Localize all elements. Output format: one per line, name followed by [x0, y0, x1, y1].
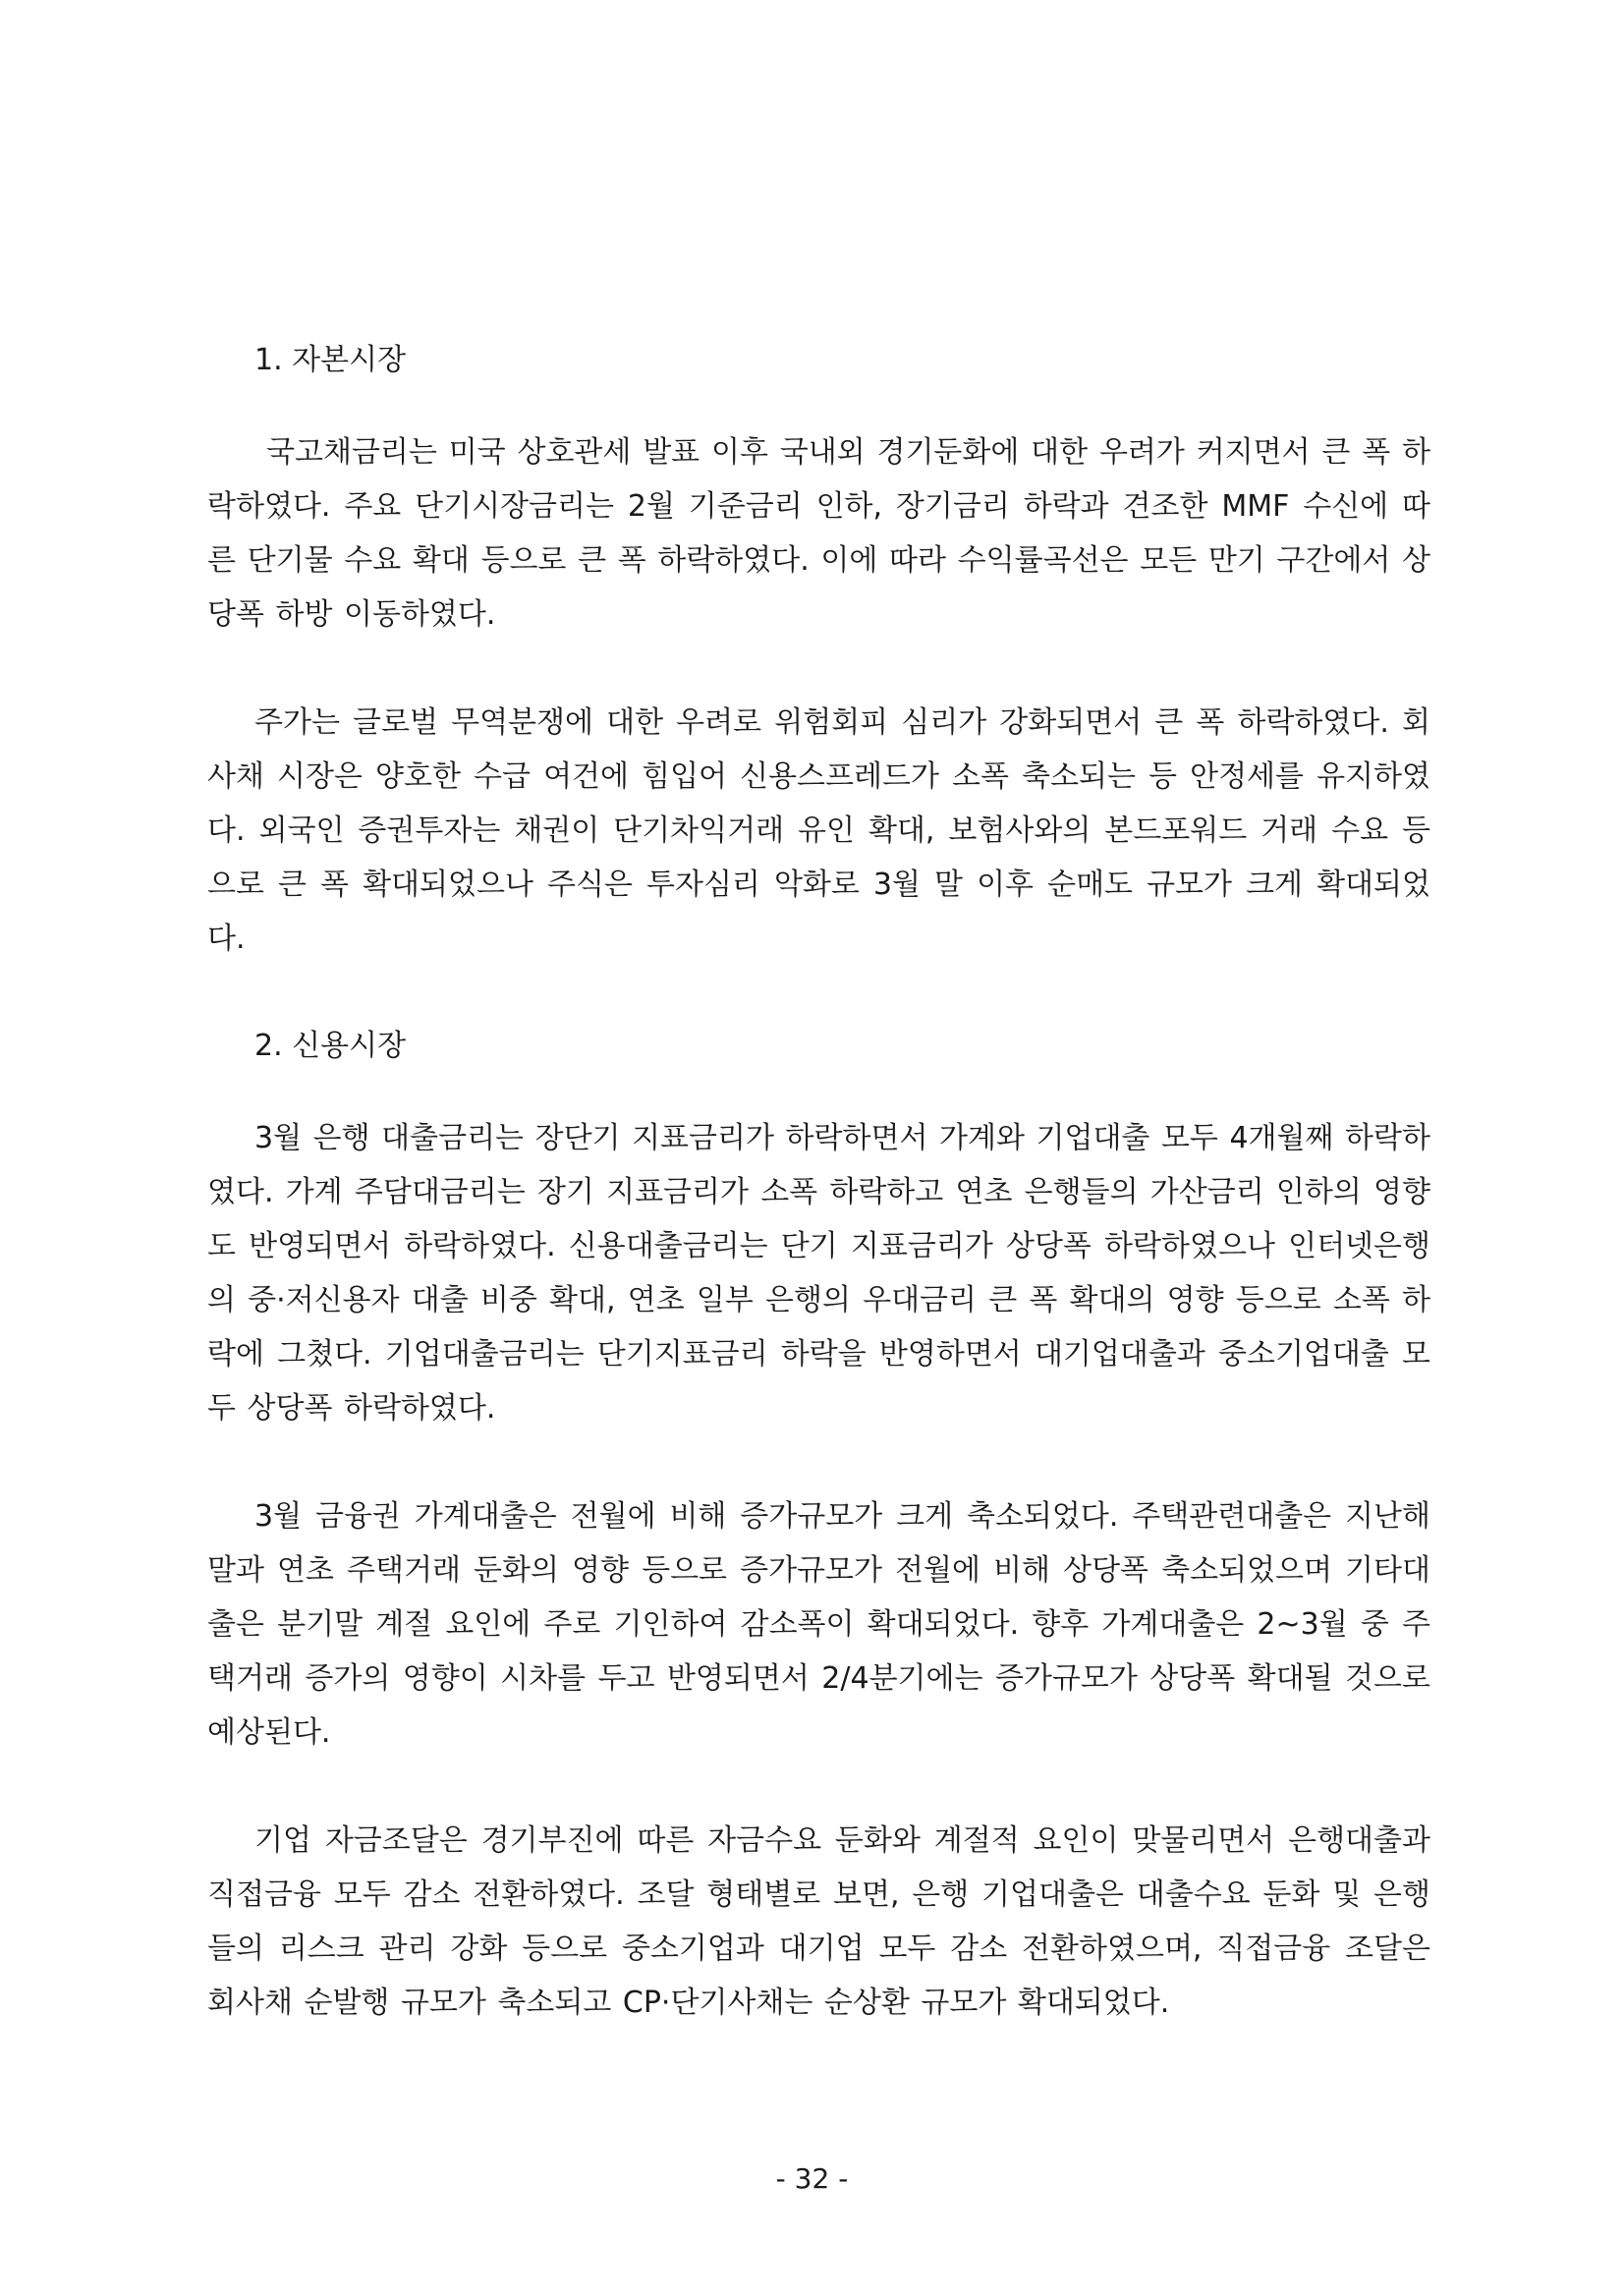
- section-heading-capital-market: 1. 자본시장: [254, 343, 407, 377]
- paragraph-household-loans: 3월 금융권 가계대출은 전월에 비해 증가규모가 크게 축소되었다. 주택관련대출은 지난해 말과 연초 주택거래 둔화의 영향 등으로 증가규모가 전월에 비해 상당폭 축소되었으며 기타대출은 분기말 계절 요인에 주로 기인하여 감소폭이 확대되었다. 향후 가계대출은 2~3월 중 주택거래 증가의 영향이 시차를 두고 반영되면서 2/4분기에는 증가규모가 상당폭 확대될 것으로 예상된다.: [207, 1499, 1430, 1750]
- document-body: [207, 334, 1430, 2084]
- paragraph-lending-rates: 3월 은행 대출금리는 장단기 지표금리가 하락하면서 가계와 기업대출 모두 4개월째 하락하였다. 가계 주담대금리는 장기 지표금리가 소폭 하락하고 연초 은행들의 가산금리 인하의 영향도 반영되면서 하락하였다. 신용대출금리는 단기 지표금리가 상당폭 하락하였으나 인터넷은행의 중·저신용자 대출 비중 확대, 연초 일부 은행의 우대금리 큰 폭 확대의 영향 등으로 소폭 하락에 그쳤다. 기업대출금리는 단기지표금리 하락을 반영하면서 대기업대출과 중소기업대출 모두 상당폭 하락하였다.: [207, 1121, 1430, 1426]
- section-heading-credit-market: 2. 신용시장: [254, 1029, 407, 1063]
- page-number: - 32 -: [775, 2162, 849, 2195]
- paragraph-stock-prices: 주가는 글로벌 무역분쟁에 대한 우려로 위험회피 심리가 강화되면서 큰 폭 하락하였다. 회사채 시장은 양호한 수급 여건에 힘입어 신용스프레드가 소폭 축소되는 등 안정세를 유지하였다. 외국인 증권투자는 채권이 단기차익거래 유인 확대, 보험사와의 본드포워드 거래 수요 등으로 큰 폭 확대되었으나 주식은 투자심리 악화로 3월 말 이후 순매도 규모가 크게 확대되었다.: [207, 705, 1430, 956]
- paragraph-bond-yields: 국고채금리는 미국 상호관세 발표 이후 국내외 경기둔화에 대한 우려가 커지면서 큰 폭 하락하였다. 주요 단기시장금리는 2월 기준금리 인하, 장기금리 하락과 견조한 MMF 수신에 따른 단기물 수요 확대 등으로 큰 폭 하락하였다. 이에 따라 수익률곡선은 모든 만기 구간에서 상당폭 하방 이동하였다.: [207, 435, 1430, 632]
- paragraph-corporate-funding: 기업 자금조달은 경기부진에 따른 자금수요 둔화와 계절적 요인이 맞물리면서 은행대출과 직접금융 모두 감소 전환하였다. 조달 형태별로 보면, 은행 기업대출은 대출수요 둔화 및 은행들의 리스크 관리 강화 등으로 중소기업과 대기업 모두 감소 전환하였으며, 직접금융 조달은 회사채 순발행 규모가 축소되고 CP·단기사채는 순상환 규모가 확대되었다.: [207, 1823, 1430, 2020]
